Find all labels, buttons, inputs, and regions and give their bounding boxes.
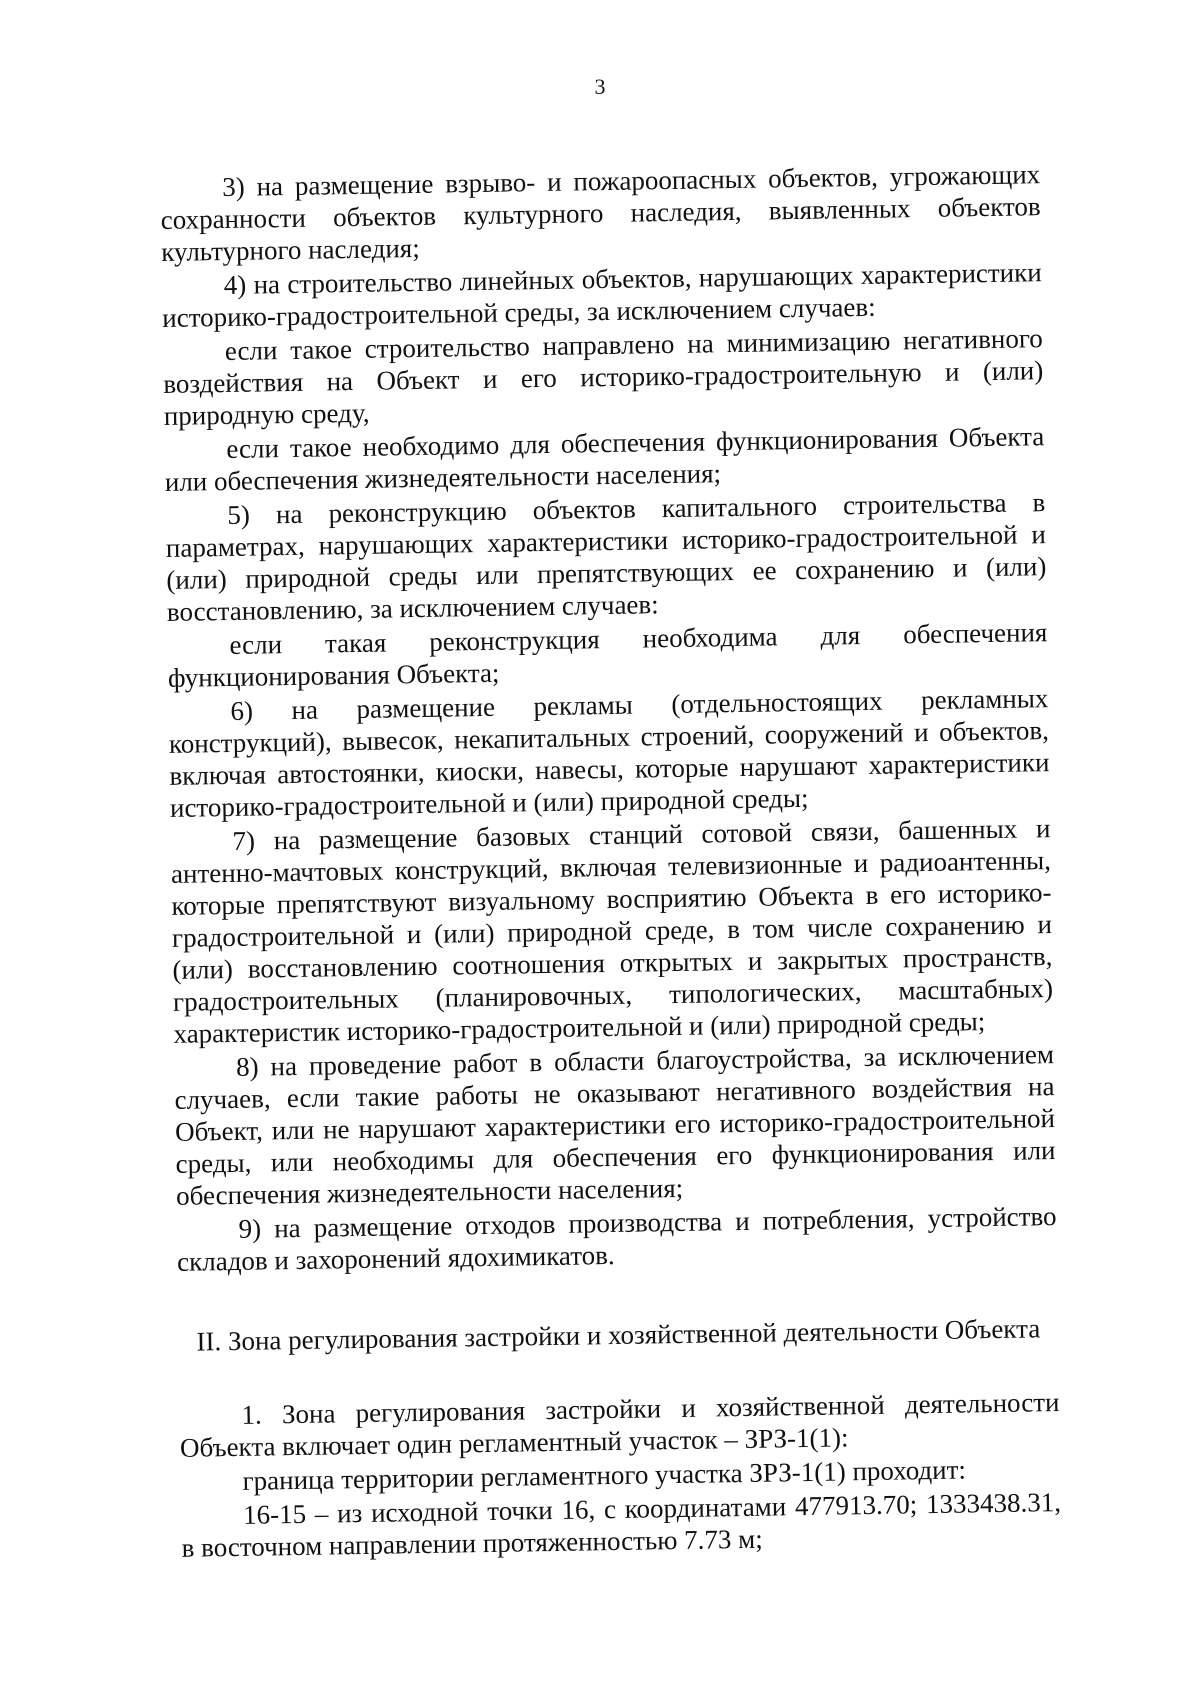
section-heading: II. Зона регулирования застройки и хозяйственной деятельности Объекта	[196, 1313, 1041, 1357]
list-item-4-exception-1: если такое строительство направлено на минимизацию негативного воздействия на Объект и его историко-градостроительную и (или) природную среду,	[163, 323, 1044, 431]
list-item-9: 9) на размещение отходов производства и потребления, устройство складов и захоронений ядохимикатов.	[176, 1201, 1057, 1277]
list-item-5: 5) на реконструкцию объектов капитального строительства в параметрах, нарушающих характеристики историко-градостроительной и (или) природной среды или препятствующих ее сохранению и (или) восстановлению, за исключением случаев:	[165, 487, 1047, 627]
list-item-8: 8) на проведение работ в области благоустройства, за исключением случаев, если такие работы не оказывают негативного воздействия на Объект, или не нарушают характеристики его историко-градостроительной среды, или необходимы для обеспечения его функционирования или обеспечения жизнедеятельности населения;	[174, 1039, 1056, 1211]
section-paragraph-boundary: граница территории регламентного участка ЗРЗ-1(1) проходит:	[242, 1454, 967, 1496]
list-item-5-exception: если такая реконструкция необходима для обеспечения функционирования Объекта;	[167, 617, 1048, 693]
section-paragraph-segment: 16-15 – из исходной точки 16, с координатами 477913.70; 1333438.31, в восточном направлении протяженностью 7.73 м;	[181, 1487, 1062, 1563]
list-item-6: 6) на размещение рекламы (отдельностоящих рекламных конструкций), вывесок, некапитальных строений, сооружений и объектов, включая автостоянки, киоски, навесы, которые нарушают характеристики историко-градостроительной и (или) природной среды;	[168, 683, 1050, 823]
list-item-4: 4) на строительство линейных объектов, нарушающих характеристики историко-градостроительной среды, за исключением случаев:	[162, 257, 1042, 333]
list-item-3: 3) на размещение взрыво- и пожароопасных объектов, угрожающих сохранности объектов культурного наследия, выявленных объектов культурного наследия;	[160, 159, 1041, 267]
document-body	[160, 158, 1062, 1566]
section-paragraph-1: 1. Зона регулирования застройки и хозяйственной деятельности Объекта включает один регламентный участок – ЗРЗ-1(1):	[179, 1387, 1060, 1463]
page-number: 3	[594, 74, 606, 99]
list-item-7: 7) на размещение базовых станций сотовой связи, башенных и антенно-мачтовых конструкций, включая телевизионные и радиоантенны, которые препятствуют визуальному восприятию Объекта в его историко-градостроительной и (или) природной среде, в том числе сохранению и (или) восстановлению соотношения открытых и закрытых пространств, градостроительных (планировочных, типологических, масштабных) характеристик историко-градостроительной и (или) природной среды;	[170, 813, 1054, 1049]
list-item-4-exception-2: если такое необходимо для обеспечения функционирования Объекта или обеспечения жизнедеятельности населения;	[164, 421, 1045, 497]
